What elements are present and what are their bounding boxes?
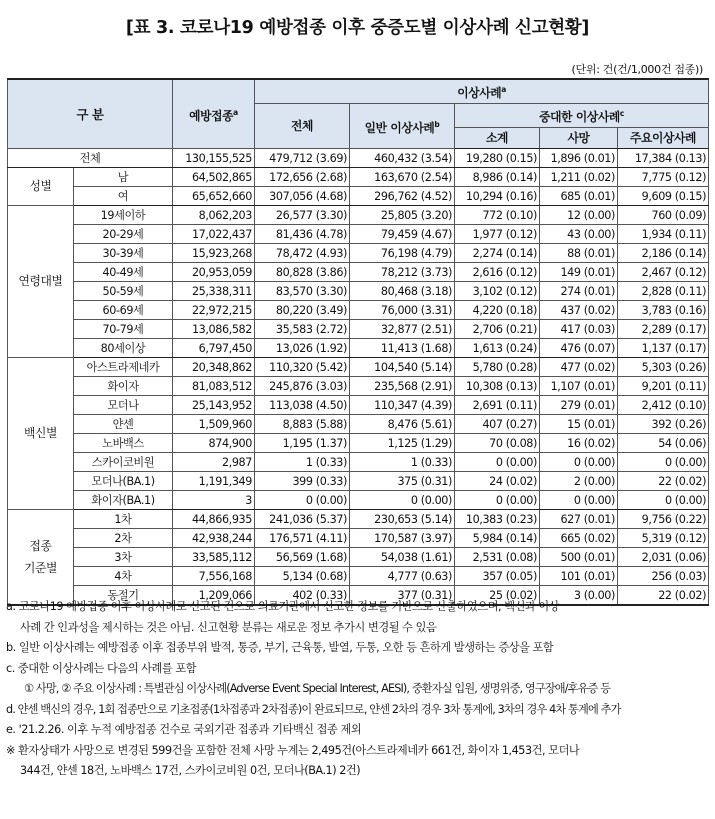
cell-general: 8,476 (5.61): [350, 415, 455, 434]
cell-general: 377 (0.31): [350, 586, 455, 606]
cell-death: 1,896 (0.01): [540, 149, 618, 168]
cell-subtotal: 25 (0.02): [455, 586, 540, 606]
cell-total: 0 (0.00): [255, 491, 350, 510]
cell-vaccinations: 17,022,437: [173, 225, 255, 244]
cell-subtotal: 0 (0.00): [455, 491, 540, 510]
cell-total: 83,570 (3.30): [255, 282, 350, 301]
cell-total: 13,026 (1.92): [255, 339, 350, 358]
cell-death: 149 (0.01): [540, 263, 618, 282]
cell-subtotal: 5,984 (0.14): [455, 529, 540, 548]
cell-vaccinations: 6,797,450: [173, 339, 255, 358]
table-row: [8, 396, 709, 415]
cell-total: 241,036 (5.37): [255, 510, 350, 529]
row-label: 노바백스: [74, 434, 173, 453]
note-star-cont: 344건, 얀센 18건, 노바백스 17건, 스카이코비원 0건, 모더나(BA.1) 2건): [20, 764, 361, 777]
row-label: 50-59세: [74, 282, 173, 301]
cell-vaccinations: 7,556,168: [173, 567, 255, 586]
row-label: 80세이상: [74, 339, 173, 358]
cell-subtotal: 0 (0.00): [455, 453, 540, 472]
cell-major: 17,384 (0.13): [618, 149, 709, 168]
cell-subtotal: 10,383 (0.23): [455, 510, 540, 529]
note-a: a. 코로나19 예방접종 이후 이상사례로 신고된 건으로 의료기관에서 신고한 정보를 기반으로 산출하였으며, 백신과 이상: [6, 600, 560, 613]
cell-subtotal: 1,977 (0.12): [455, 225, 540, 244]
cell-death: 12 (0.00): [540, 206, 618, 225]
cell-major: 2,828 (0.11): [618, 282, 709, 301]
table-row: [8, 225, 709, 244]
cell-major: 22 (0.02): [618, 586, 709, 606]
table-row: [8, 339, 709, 358]
cell-total: 1,195 (1.37): [255, 434, 350, 453]
cell-death: 500 (0.01): [540, 548, 618, 567]
cell-death: 16 (0.02): [540, 434, 618, 453]
row-label: 스카이코비원: [74, 453, 173, 472]
cell-vaccinations: 8,062,203: [173, 206, 255, 225]
cell-major: 5,303 (0.26): [618, 358, 709, 377]
cell-death: 1,107 (0.01): [540, 377, 618, 396]
table-row: [8, 282, 709, 301]
cell-death: 685 (0.01): [540, 187, 618, 206]
cell-total: 172,656 (2.68): [255, 168, 350, 187]
cell-major: 392 (0.26): [618, 415, 709, 434]
row-label: 40-49세: [74, 263, 173, 282]
table-row: [8, 244, 709, 263]
cell-major: 760 (0.09): [618, 206, 709, 225]
cell-general: 460,432 (3.54): [350, 149, 455, 168]
cell-general: 375 (0.31): [350, 472, 455, 491]
cell-general: 170,587 (3.97): [350, 529, 455, 548]
header-death: 사망: [540, 128, 618, 149]
row-label: 30-39세: [74, 244, 173, 263]
row-label: 19세이하: [74, 206, 173, 225]
row-label: 1차: [74, 510, 173, 529]
cell-total: 26,577 (3.30): [255, 206, 350, 225]
cell-major: 3,783 (0.16): [618, 301, 709, 320]
cell-general: 80,468 (3.18): [350, 282, 455, 301]
cell-subtotal: 24 (0.02): [455, 472, 540, 491]
row-label: 전체: [8, 149, 173, 168]
cell-subtotal: 19,280 (0.15): [455, 149, 540, 168]
table-row: [8, 301, 709, 320]
cell-general: 1 (0.33): [350, 453, 455, 472]
header-subtotal: 소계: [455, 128, 540, 149]
cell-major: 2,031 (0.06): [618, 548, 709, 567]
note-c: c. 중대한 이상사례는 다음의 사례를 포함: [6, 661, 197, 675]
cell-death: 665 (0.02): [540, 529, 618, 548]
cell-major: 256 (0.03): [618, 567, 709, 586]
cell-major: 22 (0.02): [618, 472, 709, 491]
table-row: [8, 548, 709, 567]
cell-vaccinations: 15,923,268: [173, 244, 255, 263]
cell-vaccinations: 20,348,862: [173, 358, 255, 377]
cell-total: 113,038 (4.50): [255, 396, 350, 415]
cell-major: 9,201 (0.11): [618, 377, 709, 396]
cell-general: 4,777 (0.63): [350, 567, 455, 586]
cell-general: 25,805 (3.20): [350, 206, 455, 225]
header-adverse-events: 이상사례$^a$: [255, 79, 709, 104]
cell-major: 2,289 (0.17): [618, 320, 709, 339]
cell-subtotal: 2,531 (0.08): [455, 548, 540, 567]
table-row: [8, 453, 709, 472]
cell-total: 307,056 (4.68): [255, 187, 350, 206]
cell-vaccinations: 64,502,865: [173, 168, 255, 187]
row-label: 3차: [74, 548, 173, 567]
row-label: 화이자(BA.1): [74, 491, 173, 510]
table-row: [8, 491, 709, 510]
cell-vaccinations: 25,143,952: [173, 396, 255, 415]
cell-death: 627 (0.01): [540, 510, 618, 529]
cell-total: 1 (0.33): [255, 453, 350, 472]
cell-death: 2 (0.00): [540, 472, 618, 491]
row-label: 동절기: [74, 586, 173, 606]
note-a-cont: 사례 간 인과성을 제시하는 것은 아님. 신고현황 분류는 새로운 정보 추가시 변경될 수 있음: [20, 620, 437, 634]
cell-death: 0 (0.00): [540, 491, 618, 510]
cell-subtotal: 5,780 (0.28): [455, 358, 540, 377]
cell-death: 3 (0.00): [540, 586, 618, 606]
cell-general: 54,038 (1.61): [350, 548, 455, 567]
cell-subtotal: 1,613 (0.24): [455, 339, 540, 358]
cell-vaccinations: 874,900: [173, 434, 255, 453]
header-major: 주요이상사례: [618, 128, 709, 149]
table-row: [8, 529, 709, 548]
header-group: 구 분: [8, 79, 173, 149]
table-row: [8, 472, 709, 491]
header-serious: 중대한 이상사례$^c$: [455, 104, 709, 128]
table-row: [8, 168, 709, 187]
group-label-dose: 접종 기준별: [8, 510, 74, 606]
cell-vaccinations: 13,086,582: [173, 320, 255, 339]
cell-subtotal: 2,274 (0.14): [455, 244, 540, 263]
cell-general: 235,568 (2.91): [350, 377, 455, 396]
cell-vaccinations: 1,509,960: [173, 415, 255, 434]
cell-death: 437 (0.02): [540, 301, 618, 320]
note-b: b. 일반 이상사례는 예방접종 이후 접종부위 발적, 통증, 부기, 근육통, 발열, 두통, 오한 등 흔하게 발생하는 증상을 포함: [6, 641, 554, 654]
row-label: 아스트라제네카: [74, 358, 173, 377]
cell-subtotal: 70 (0.08): [455, 434, 540, 453]
cell-vaccinations: 44,866,935: [173, 510, 255, 529]
cell-vaccinations: 2,987: [173, 453, 255, 472]
cell-vaccinations: 42,938,244: [173, 529, 255, 548]
cell-death: 15 (0.01): [540, 415, 618, 434]
cell-vaccinations: 65,652,660: [173, 187, 255, 206]
cell-death: 101 (0.01): [540, 567, 618, 586]
cell-general: 163,670 (2.54): [350, 168, 455, 187]
row-label: 2차: [74, 529, 173, 548]
cell-subtotal: 4,220 (0.18): [455, 301, 540, 320]
cell-subtotal: 3,102 (0.12): [455, 282, 540, 301]
row-label: 60-69세: [74, 301, 173, 320]
cell-major: 0 (0.00): [618, 453, 709, 472]
cell-total: 479,712 (3.69): [255, 149, 350, 168]
cell-total: 402 (0.33): [255, 586, 350, 606]
cell-major: 0 (0.00): [618, 491, 709, 510]
cell-total: 8,883 (5.88): [255, 415, 350, 434]
cell-major: 9,756 (0.22): [618, 510, 709, 529]
cell-vaccinations: 1,191,349: [173, 472, 255, 491]
cell-total: 56,569 (1.68): [255, 548, 350, 567]
cell-vaccinations: 130,155,525: [173, 149, 255, 168]
cell-total: 81,436 (4.78): [255, 225, 350, 244]
cell-death: 1,211 (0.02): [540, 168, 618, 187]
header-vaccinations: 예방접종$^a$: [173, 79, 255, 149]
cell-total: 176,571 (4.11): [255, 529, 350, 548]
header-total: 전체: [255, 104, 350, 149]
table-row: [8, 206, 709, 225]
cell-major: 2,412 (0.10): [618, 396, 709, 415]
cell-subtotal: 10,308 (0.13): [455, 377, 540, 396]
group-label-sex: 성별: [8, 168, 74, 206]
cell-death: 274 (0.01): [540, 282, 618, 301]
cell-vaccinations: 22,972,215: [173, 301, 255, 320]
cell-death: 43 (0.00): [540, 225, 618, 244]
note-star: ※ 환자상태가 사망으로 변경된 599건을 포함한 전체 사망 누계는 2,495건(아스트라제네카 661건, 화이자 1,453건, 모더나: [6, 743, 580, 757]
row-label: 모더나(BA.1): [74, 472, 173, 491]
cell-vaccinations: 20,953,059: [173, 263, 255, 282]
table-row: [8, 377, 709, 396]
cell-general: 79,459 (4.67): [350, 225, 455, 244]
row-label: 얀센: [74, 415, 173, 434]
table-title: [표 3. 코로나19 예방접종 이후 중증도별 이상사례 신고현황]: [125, 18, 590, 38]
note-e: e. '21.2.26. 이후 누적 예방접종 건수로 국외기관 접종과 기타백신 접종 제외: [6, 723, 362, 736]
cell-general: 1,125 (1.29): [350, 434, 455, 453]
table-row-total: [8, 149, 709, 168]
cell-major: 7,775 (0.12): [618, 168, 709, 187]
cell-subtotal: 8,986 (0.14): [455, 168, 540, 187]
cell-general: 78,212 (3.73): [350, 263, 455, 282]
cell-subtotal: 2,691 (0.11): [455, 396, 540, 415]
table-row: [8, 358, 709, 377]
group-label-age: 연령대별: [8, 206, 74, 358]
cell-total: 399 (0.33): [255, 472, 350, 491]
table-row: [8, 415, 709, 434]
table-row: [8, 187, 709, 206]
group-label-vaccine: 백신별: [8, 358, 74, 510]
table-row: [8, 510, 709, 529]
cell-general: 104,540 (5.14): [350, 358, 455, 377]
cell-general: 110,347 (4.39): [350, 396, 455, 415]
cell-subtotal: 10,294 (0.16): [455, 187, 540, 206]
cell-major: 1,137 (0.17): [618, 339, 709, 358]
cell-subtotal: 357 (0.05): [455, 567, 540, 586]
cell-total: 80,828 (3.86): [255, 263, 350, 282]
row-label: 남: [74, 168, 173, 187]
adverse-events-table: [7, 78, 709, 606]
row-label: 여: [74, 187, 173, 206]
cell-subtotal: 407 (0.27): [455, 415, 540, 434]
footnotes: [6, 597, 709, 782]
cell-major: 2,467 (0.12): [618, 263, 709, 282]
cell-major: 5,319 (0.12): [618, 529, 709, 548]
note-d: d. 얀센 백신의 경우, 1회 접종만으로 기초접종(1차접종과 2차접종)이 완료되므로, 얀센 2차의 경우 3차 통계에, 3차의 경우 4차 통계에 추가: [6, 702, 621, 716]
table-row: [8, 434, 709, 453]
cell-general: 230,653 (5.14): [350, 510, 455, 529]
cell-total: 5,134 (0.68): [255, 567, 350, 586]
cell-general: 76,198 (4.79): [350, 244, 455, 263]
cell-vaccinations: 81,083,512: [173, 377, 255, 396]
table-row: [8, 263, 709, 282]
cell-subtotal: 2,616 (0.12): [455, 263, 540, 282]
cell-subtotal: 772 (0.10): [455, 206, 540, 225]
cell-death: 477 (0.02): [540, 358, 618, 377]
table-row: [8, 320, 709, 339]
cell-total: 80,220 (3.49): [255, 301, 350, 320]
cell-death: 417 (0.03): [540, 320, 618, 339]
cell-general: 0 (0.00): [350, 491, 455, 510]
row-label: 20-29세: [74, 225, 173, 244]
cell-death: 0 (0.00): [540, 453, 618, 472]
cell-subtotal: 2,706 (0.21): [455, 320, 540, 339]
row-label: 70-79세: [74, 320, 173, 339]
cell-vaccinations: 25,338,311: [173, 282, 255, 301]
cell-death: 88 (0.01): [540, 244, 618, 263]
unit-label: (단위: 건(건/1,000건 접종)): [571, 63, 703, 76]
cell-general: 32,877 (2.51): [350, 320, 455, 339]
cell-major: 2,186 (0.14): [618, 244, 709, 263]
cell-major: 54 (0.06): [618, 434, 709, 453]
note-c-detail: ① 사망, ② 주요 이상사례 : 특별관심 이상사례(Adverse Event Special Interest, AESI), 중환자실 입원, 생명위중, 영구장애/후유증 등: [24, 682, 611, 695]
cell-death: 476 (0.07): [540, 339, 618, 358]
cell-major: 9,609 (0.15): [618, 187, 709, 206]
table-row: [8, 567, 709, 586]
cell-death: 279 (0.01): [540, 396, 618, 415]
row-label: 화이자: [74, 377, 173, 396]
cell-vaccinations: 33,585,112: [173, 548, 255, 567]
cell-vaccinations: 1,209,066: [173, 586, 255, 606]
cell-total: 78,472 (4.93): [255, 244, 350, 263]
cell-total: 245,876 (3.03): [255, 377, 350, 396]
row-label: 4차: [74, 567, 173, 586]
cell-general: 76,000 (3.31): [350, 301, 455, 320]
row-label: 모더나: [74, 396, 173, 415]
cell-total: 35,583 (2.72): [255, 320, 350, 339]
header-general: 일반 이상사례$^b$: [350, 104, 455, 149]
cell-general: 296,762 (4.52): [350, 187, 455, 206]
cell-total: 110,320 (5.42): [255, 358, 350, 377]
cell-major: 1,934 (0.11): [618, 225, 709, 244]
cell-general: 11,413 (1.68): [350, 339, 455, 358]
cell-vaccinations: 3: [173, 491, 255, 510]
